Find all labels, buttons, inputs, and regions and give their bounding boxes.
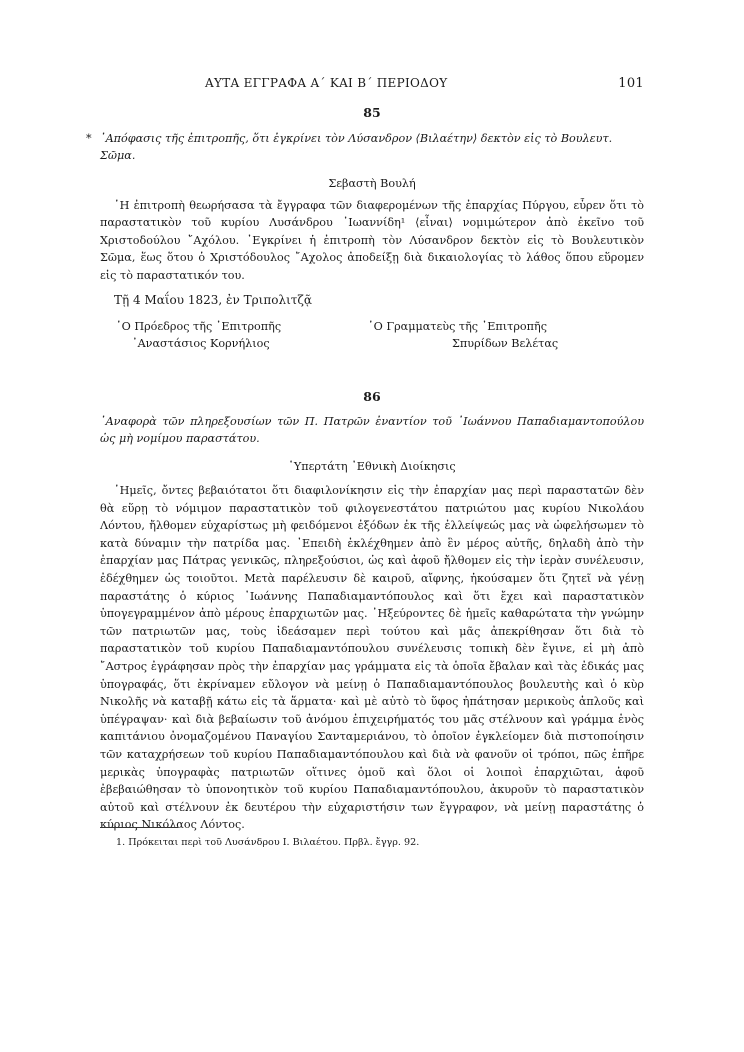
document-86-body: ῾Ημεῖς, ὄντες βεβαιότατοι ὅτι διαφιλονίκησιν εἰς τὴν ἐπαρχίαν μας περὶ παραστατῶν δὲν θὰ εὕρῃ τὸ νόμιμον παραστατικὸν τοῦ φιλογενεστάτου πατριώτου μας κυρίου Νικολάου Λόντου, ἤλθομεν εὐχαρίστως μὴ φειδόμενοι ἐξόδων ἐκ τῆς ἐλλείψεώς μας νὰ ὠφελήσωμεν τὸ κατὰ δύναμιν τὴν πατρίδα μας. ᾿Επειδὴ ἐκλέχθημεν ἀπὸ ἓν μέρος αὐτῆς, δηλαδὴ ἀπὸ τὴν ἐπαρχίαν μας Πάτρας γενικῶς, πληρεξούσιοι, ὡς καὶ ἀφοῦ ἤλθομεν εἰς τὴν ἱερὰν συνέλευσιν, ἐδέχθημεν ὡς τοιοῦτοι. Μετὰ παρέλευσιν δὲ καιροῦ, αἴφνης, ἠκούσαμεν ὅτι ζητεῖ νὰ γένῃ παραστάτης ὁ κύριος ᾿Ιωάννης Παπαδιαμαντόπουλος καὶ ὅτι ἔχει καὶ παραστατικὸν ὑπογεγραμμένον ἀπὸ μέρους ἐπαρχιωτῶν μας. ᾿Ηξεύροντες δὲ ἡμεῖς καθαρώτατα τὴν γνώμην τῶν πατριωτῶν μας, τοὺς ἰδεάσαμεν περὶ τούτου καὶ μᾶς ἀπεκρίθησαν ὅτι διὰ τὸ παραστατικὸν τοῦ κυρίου Παπαδιαμαντόπουλου συνέλευσις τοπικὴ δὲν ἔγινε, εἰ μὴ ἀπὸ ῎Αστρος ἐγράφησαν πρὸς τὴν ἐπαρχίαν μας γράμματα εἰς τὰ ὁποῖα ἔβαλαν καὶ τὰς ἐδικάς μας ὑπογραφάς, ὅτι ἐκρίναμεν εὔλογον νὰ μείνῃ ὁ Παπαδιαμαντόπουλος βουλευτὴς καὶ ὁ κὺρ Νικολῆς νὰ καταβῇ κάτω εἰς τὰ ἅρματα· καὶ μὲ αὐτὸ τὸ ὕφος ἠπάτησαν μερικοὺς ἁπλοῦς καὶ ὑπέγραψαν· καὶ διὰ βεβαίωσιν τοῦ ἀνόμου ἐπιχειρήματός του μᾶς στέλνουν καὶ γράμμα ἑνὸς καπιτάνιου ὀνομαζομένου Παναγίου Σανταμεριάνου, τὸ ὁποῖον ἐγκλείομεν διὰ πιστοποίησιν τῶν καταχρήσεων τοῦ κυρίου Παπαδιαμαντόπουλου καὶ διὰ νὰ φανοῦν οἱ τρόποι, πῶς ἐπῆρε μερικὰς ὑπογραφὰς πατριωτῶν οἵτινες ὁμοῦ καὶ ὅλοι οἱ λοιποὶ ἐπαρχιῶται, ἀφοῦ ἐβεβαιώθησαν τὸ ὑπονοητικὸν τοῦ κυρίου Παπαδιαμαντόπουλου, ἀκυροῦν τὸ παραστατικὸν αὐτοῦ καὶ στέλνουν ἐκ δευτέρου τὴν εὐχαριστήσιν των ἔγγραφον, νὰ μείνῃ παραστάτης ὁ κύριος Νικόλαος Λόντος. <box>100 484 644 832</box>
secretary-name: Σπυρίδων Βελέτας <box>452 337 559 351</box>
page-number: 101 <box>618 76 644 91</box>
document-85-number: 85 <box>363 105 381 120</box>
footnote: 1. Πρόκειται περὶ τοῦ Λυσάνδρου Ι. Βιλαέτου. Πρβλ. ἔγγρ. 92. <box>116 837 420 848</box>
document-85-summary-text: ᾿Απόφασις τῆς ἐπιτροπῆς, ὅτι ἐγκρίνει τὸν Λύσανδρον ⟨Βιλαέτην⟩ δεκτὸν εἰς τὸ Βουλευτ. Σῶμα. <box>100 132 613 163</box>
running-title: ΑΥΤΑ ΕΓΓΡΑΦΑ Α΄ ΚΑΙ Β΄ ΠΕΡΙΟΔΟΥ <box>205 76 448 90</box>
document-86-summary: ᾿Αναφορὰ τῶν πληρεξουσίων τῶν Π. Πατρῶν ἐναντίον τοῦ ᾿Ιωάννου Παπαδιαμαντοπούλου ὡς μὴ νομίμου παραστάτου. <box>100 415 644 446</box>
president-name: ᾿Αναστάσιος Κορνήλιος <box>132 337 270 351</box>
president-signature <box>116 318 281 353</box>
asterisk-mark: * <box>86 132 92 145</box>
document-85-salutation: Σεβαστὴ Βουλή <box>328 177 416 190</box>
secretary-signature <box>368 318 558 353</box>
document-86-number: 86 <box>363 389 381 404</box>
document-86-salutation: ῾Υπερτάτη ᾿Εθνικὴ Διοίκησις <box>288 460 456 473</box>
document-85-body: ῾Η ἐπιτροπὴ θεωρήσασα τὰ ἔγγραφα τῶν διαφερομένων τῆς ἐπαρχίας Πύργου, εὗρεν ὅτι τὸ παραστατικὸν τοῦ κυρίου Λυσάνδρου ᾿Ιωαννίδη¹ ⟨εἶναι⟩ νομιμώτερον ἀπὸ ἐκεῖνο τοῦ Χριστοδούλου ῎Αχόλου. ᾿Εγκρίνει ἡ ἐπιτροπὴ τὸν Λύσανδρον δεκτὸν εἰς τὸ Βουλευτικὸν Σῶμα, ἕως ὅτου ὁ Χριστόδουλος ῎Αχολος ἀποδείξῃ διὰ δικαιολογίας τὸ λάθος ὅπου εὕρομεν εἰς τὸ παραστατικόν του. <box>100 199 644 282</box>
document-85-date: Τῇ 4 Μαΐου 1823, ἐν Τριπολιτζᾷ <box>114 293 313 307</box>
president-title: ῾Ο Πρόεδρος τῆς ᾿Επιτροπῆς <box>116 320 282 333</box>
footnote-divider <box>100 827 178 828</box>
secretary-title: ῾Ο Γραμματεὺς τῆς ᾿Επιτροπῆς <box>368 320 547 333</box>
document-85-summary <box>86 130 644 165</box>
